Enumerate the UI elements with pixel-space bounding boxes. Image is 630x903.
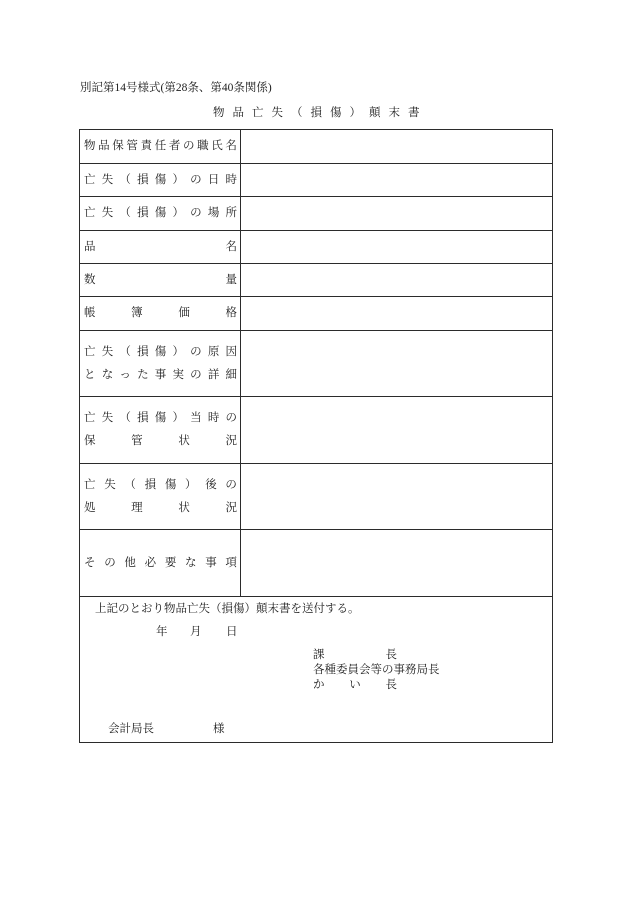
label-glyph: 氏 bbox=[211, 140, 223, 152]
date-year-label: 年 bbox=[156, 626, 168, 638]
label-glyph: な bbox=[185, 556, 197, 569]
row-storage-status bbox=[80, 397, 552, 464]
label-glyph: 事 bbox=[154, 368, 167, 381]
label-glyph: 況 bbox=[225, 435, 237, 447]
label-glyph: ） bbox=[172, 207, 184, 219]
label-glyph: の bbox=[225, 412, 237, 424]
label-glyph: 必 bbox=[144, 556, 157, 569]
label-glyph: （ bbox=[119, 207, 131, 219]
transmittal-statement: 上記のとおり物品亡失（損傷）顛末書を送付する。 bbox=[95, 603, 360, 615]
label-glyph: 損 bbox=[137, 412, 149, 424]
label-glyph: 後 bbox=[205, 478, 217, 491]
date-day-label: 日 bbox=[226, 626, 238, 638]
label-glyph: の bbox=[190, 173, 202, 186]
label-glyph: 名 bbox=[225, 140, 237, 152]
label-glyph: 傷 bbox=[154, 345, 167, 358]
row-label-line-1 bbox=[84, 474, 237, 497]
label-glyph: 亡 bbox=[84, 345, 96, 358]
label-glyph: 責 bbox=[140, 140, 153, 152]
label-glyph: 亡 bbox=[84, 478, 96, 491]
label-glyph: 職 bbox=[197, 140, 209, 152]
label-glyph: ） bbox=[172, 412, 184, 424]
label-glyph: 実 bbox=[172, 368, 184, 381]
value-cell bbox=[241, 530, 552, 596]
label-glyph: 品 bbox=[98, 140, 110, 152]
label-glyph: 損 bbox=[137, 173, 149, 186]
row-quantity bbox=[80, 264, 552, 297]
label-glyph: 名 bbox=[225, 240, 237, 253]
label-glyph: 所 bbox=[225, 207, 237, 219]
label-glyph: の bbox=[104, 556, 116, 569]
form-number-header: 別記第14号様式(第28条、第40条関係) bbox=[80, 82, 272, 94]
value-cell bbox=[241, 264, 552, 296]
value-cell bbox=[241, 231, 552, 263]
label-glyph: （ bbox=[119, 345, 131, 358]
row-transmittal bbox=[80, 597, 552, 742]
label-glyph: 理 bbox=[131, 501, 143, 514]
row-label bbox=[84, 169, 237, 192]
label-glyph: 保 bbox=[84, 435, 96, 447]
label-glyph: 項 bbox=[225, 556, 237, 569]
row-loss-datetime bbox=[80, 164, 552, 197]
label-glyph: の bbox=[190, 345, 202, 358]
label-glyph: た bbox=[137, 368, 149, 381]
sender-section-chief bbox=[313, 648, 397, 662]
label-glyph: 処 bbox=[84, 501, 96, 514]
value-cell bbox=[241, 297, 552, 330]
label-cell bbox=[80, 197, 241, 230]
label-glyph: 品 bbox=[84, 240, 96, 253]
sender-committee-secretary: 各種委員会等の事務局長 bbox=[313, 664, 440, 676]
label-glyph: （ bbox=[119, 412, 131, 424]
label-cell bbox=[80, 530, 241, 596]
row-label bbox=[84, 202, 237, 225]
label-glyph: 亡 bbox=[84, 207, 96, 219]
value-cell bbox=[241, 331, 552, 396]
row-label-line-2 bbox=[84, 497, 237, 520]
label-cell bbox=[80, 464, 241, 529]
row-book-value bbox=[80, 297, 552, 331]
label-glyph: ） bbox=[185, 478, 197, 491]
label-glyph: 損 bbox=[137, 207, 149, 219]
label-glyph: 格 bbox=[225, 307, 237, 319]
label-glyph: 亡 bbox=[84, 173, 96, 186]
label-glyph: 場 bbox=[207, 207, 220, 219]
label-glyph: 要 bbox=[164, 556, 177, 569]
label-glyph: 価 bbox=[178, 307, 190, 319]
row-label-line-2 bbox=[84, 364, 237, 387]
label-glyph: 数 bbox=[84, 273, 96, 286]
value-cell bbox=[241, 464, 552, 529]
label-glyph: 状 bbox=[178, 501, 190, 514]
value-cell bbox=[241, 130, 552, 163]
label-glyph: ） bbox=[172, 345, 184, 358]
label-glyph: 量 bbox=[225, 273, 237, 286]
label-glyph: 傷 bbox=[164, 478, 177, 491]
label-glyph: 亡 bbox=[84, 412, 96, 424]
label-glyph: 任 bbox=[154, 140, 167, 152]
label-glyph: 因 bbox=[225, 345, 237, 358]
label-cell bbox=[80, 164, 241, 196]
document-title: 物品亡失（損傷）顛末書 bbox=[213, 107, 428, 119]
row-other-matters bbox=[80, 530, 552, 597]
report-form-table bbox=[79, 129, 553, 743]
label-glyph: の bbox=[190, 207, 202, 219]
label-glyph: 失 bbox=[101, 412, 114, 424]
row-label-line-2 bbox=[84, 430, 237, 453]
label-glyph: っ bbox=[119, 368, 131, 381]
label-glyph: 傷 bbox=[154, 412, 167, 424]
date-month-label: 月 bbox=[190, 626, 202, 638]
label-cell bbox=[80, 397, 241, 463]
label-glyph: 日 bbox=[207, 173, 220, 186]
row-label bbox=[84, 135, 237, 158]
label-glyph: い bbox=[349, 679, 361, 691]
label-cell bbox=[80, 331, 241, 396]
label-glyph: 失 bbox=[104, 478, 116, 491]
label-glyph: （ bbox=[119, 173, 131, 186]
label-glyph: と bbox=[84, 368, 96, 381]
label-cell bbox=[80, 130, 241, 163]
label-cell bbox=[80, 264, 241, 296]
value-cell bbox=[241, 197, 552, 230]
label-glyph: 細 bbox=[225, 368, 237, 381]
label-glyph: の bbox=[190, 368, 202, 381]
sender-assembly-chair bbox=[313, 678, 397, 692]
label-glyph: の bbox=[182, 140, 195, 152]
label-glyph: 詳 bbox=[207, 368, 220, 381]
value-cell bbox=[241, 397, 552, 463]
label-glyph: 当 bbox=[190, 412, 202, 424]
row-label bbox=[84, 269, 237, 292]
row-label bbox=[84, 236, 237, 259]
label-glyph: か bbox=[313, 679, 325, 691]
label-glyph: 失 bbox=[101, 345, 114, 358]
row-label bbox=[84, 552, 237, 575]
label-glyph: 損 bbox=[144, 478, 157, 491]
label-glyph: 者 bbox=[168, 140, 181, 152]
row-disposal-status bbox=[80, 464, 552, 530]
label-glyph: 状 bbox=[178, 435, 190, 447]
label-cell bbox=[80, 231, 241, 263]
label-glyph: 管 bbox=[131, 435, 143, 447]
label-glyph: 簿 bbox=[131, 307, 143, 319]
value-cell bbox=[241, 164, 552, 196]
row-custodian-name bbox=[80, 130, 552, 164]
label-glyph: 況 bbox=[225, 501, 237, 514]
row-loss-place bbox=[80, 197, 552, 231]
label-glyph: な bbox=[101, 368, 114, 381]
row-label-line-1 bbox=[84, 341, 237, 364]
label-glyph: 管 bbox=[126, 140, 138, 152]
label-glyph: そ bbox=[84, 556, 96, 569]
label-glyph: （ bbox=[124, 478, 136, 491]
label-glyph: 長 bbox=[385, 679, 397, 691]
row-cause-details bbox=[80, 331, 552, 397]
label-glyph: 長 bbox=[385, 649, 397, 661]
label-glyph: 他 bbox=[124, 556, 136, 569]
label-glyph: 損 bbox=[137, 345, 149, 358]
label-glyph: 課 bbox=[313, 649, 325, 661]
recipient-title: 会計局長 bbox=[108, 723, 154, 735]
label-glyph: 事 bbox=[205, 556, 217, 569]
label-glyph: 傷 bbox=[154, 173, 167, 186]
label-glyph: 原 bbox=[207, 345, 220, 358]
row-label bbox=[84, 302, 237, 325]
row-item-name bbox=[80, 231, 552, 264]
label-cell bbox=[80, 297, 241, 330]
label-glyph: 物 bbox=[84, 140, 96, 152]
row-label-line-1 bbox=[84, 407, 237, 430]
label-glyph: ） bbox=[172, 173, 184, 186]
label-glyph: 保 bbox=[112, 140, 124, 152]
recipient-honorific: 様 bbox=[213, 723, 225, 735]
label-glyph: の bbox=[225, 478, 237, 491]
label-glyph: 失 bbox=[101, 207, 114, 219]
label-glyph: 帳 bbox=[84, 307, 96, 319]
label-glyph: 時 bbox=[207, 412, 220, 424]
label-glyph: 傷 bbox=[154, 207, 167, 219]
label-glyph: 失 bbox=[101, 173, 114, 186]
label-glyph: 時 bbox=[225, 173, 237, 186]
